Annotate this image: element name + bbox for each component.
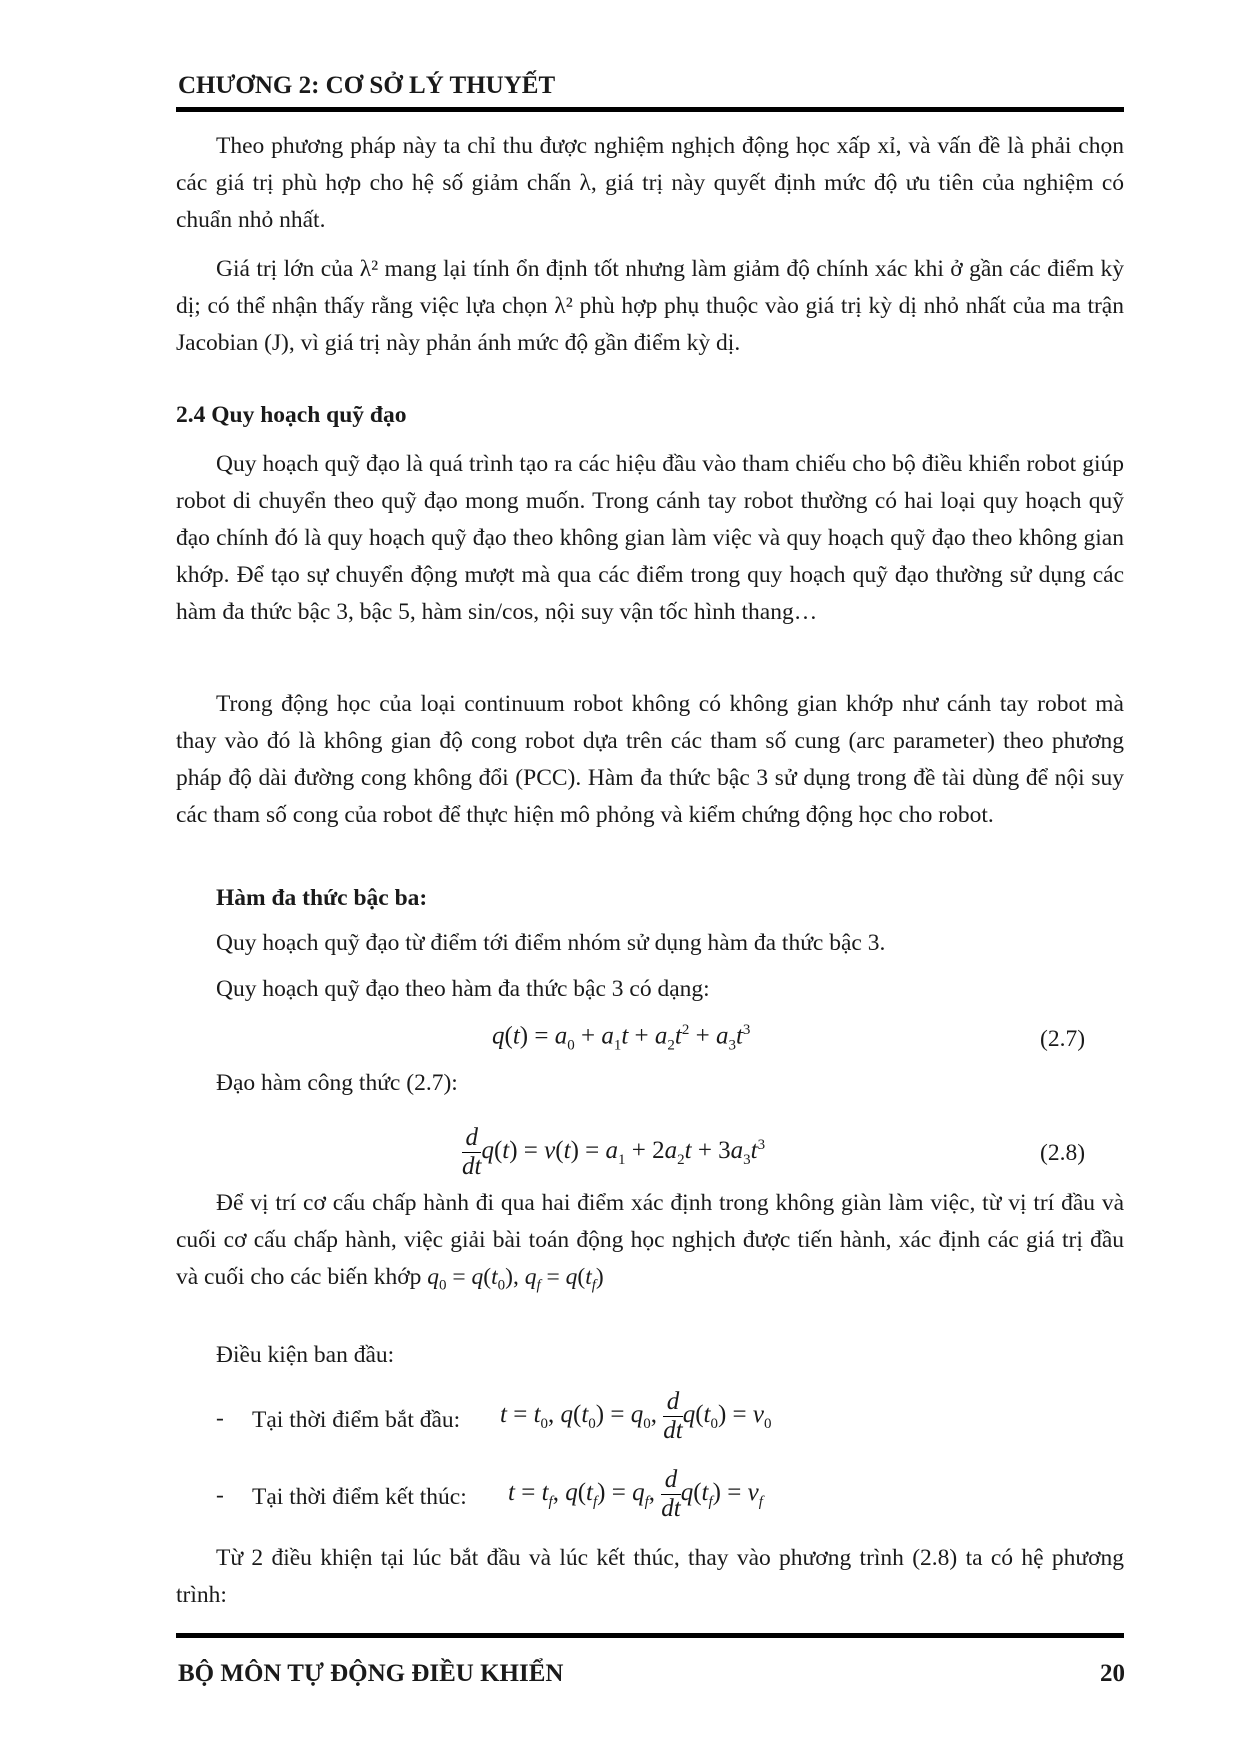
header-rule [176,107,1124,112]
text-line: Quy hoạch quỹ đạo từ điểm tới điểm nhóm sử dụng hàm đa thức bậc 3. [216,930,886,956]
fraction: $\frac{d}{dt}$ [663,1388,683,1444]
bullet-label: Tại thời điểm bắt đầu: [252,1407,461,1433]
paragraph-trajectory-text: Quy hoạch quỹ đạo là quá trình tạo ra các hiệu đầu vào tham chiếu cho bộ điều khiển robot giúp robot di chuyển theo quỹ đạo mong muốn. Trong cánh tay robot thường có hai loại quy hoạch quỹ đạo chính đó là quy hoạch quỹ đạo theo không gian làm việc và quy hoạch quỹ đạo theo không gian khớp. Để tạo sự chuyển động mượt mà qua các điểm trong quy hoạch quỹ đạo thường sử dụng các hàm đa thức bậc 3, bậc 5, hàm sin/cos, nội suy vận tốc hình thang… [176,451,1124,625]
bullet-dash: - [216,1405,224,1431]
text-line: Đạo hàm công thức (2.7): [216,1070,458,1096]
paragraph-conditions: Để vị trí cơ cấu chấp hành đi qua hai điểm xác định trong không giàn làm việc, từ vị trí đầu và cuối cơ cấu chấp hành, việc giải bài toán động học nghịch được tiến hành, xác định các giá trị đầu và cuối cho các biến khớp $q_0 = q(t_0)$, $q_f = q(t_f)$ [176,1190,1124,1294]
paragraph-system [176,1540,1124,1614]
page-footer: BỘ MÔN TỰ ĐỘNG ĐIỀU KHIỂN [178,1660,564,1687]
paragraph-lambda-text: Giá trị lớn của λ² mang lại tính ổn định tốt nhưng làm giảm độ chính xác khi ở gần các điểm kỳ dị; có thể nhận thấy rằng việc lựa chọn λ² phù hợp phụ thuộc vào giá trị kỳ dị nhỏ nhất của ma trận Jacobian (J), vì giá trị này phản ánh mức độ gần điểm kỳ dị. [176,256,1124,356]
text-line: Điều kiện ban đầu: [216,1342,395,1368]
page-number: 20 [1100,1660,1125,1687]
equation-end-condition: $t = t_f$, $q(t_f) = q_f$, $\frac{d}{dt}$ $q(t_f) = v_f$ [508,1466,763,1522]
inline-math: q [427,1264,439,1290]
footer-rule [176,1633,1124,1638]
paragraph-system-text: Từ 2 điều khiện tại lúc bắt đầu và lúc kết thúc, thay vào phương trình (2.8) ta có hệ phương trình: [176,1545,1124,1608]
equation-2-8: $\frac{d}{dt}$ $q(t) = v(t) = a_1 + 2a_2t + 3a_3t^3$ [462,1124,766,1180]
paragraph-trajectory [176,446,1124,631]
paragraph-lambda [176,251,1124,362]
paragraph-continuum [176,686,1124,834]
paragraph-conditions-text: Để vị trí cơ cấu chấp hành đi qua hai điểm xác định trong không giàn làm việc, từ vị trí đầu và cuối cơ cấu chấp hành, việc giải bài toán động học nghịch được tiến hành, xác định các giá trị đầu và cuối cho các biến khớp [176,1190,1124,1290]
equation-number: (2.7) [1040,1026,1086,1052]
equation-2-7: $q(t) = a_0 + a_1t + a_2t^2 + a_3t^3$ [492,1022,751,1054]
bullet-label: Tại thời điểm kết thúc: [252,1484,467,1510]
paragraph-continuum-text: Trong động học của loại continuum robot không có không gian khớp như cánh tay robot mà thay vào đó là không gian độ cong robot dựa trên các tham số cung (arc parameter) theo phương pháp độ dài đường cong không đổi (PCC). Hàm đa thức bậc 3 sử dụng trong đề tài dùng để nội suy các tham số cong của robot để thực hiện mô phỏng và kiểm chứng động học cho robot. [176,691,1124,828]
subsection-heading: Hàm đa thức bậc ba: [216,885,428,911]
fraction: $\frac{d}{dt}$ [462,1124,482,1180]
equation-number: (2.8) [1040,1140,1086,1166]
text-line: Quy hoạch quỹ đạo theo hàm đa thức bậc 3 có dạng: [216,976,710,1002]
equation-start-condition: $t = t_0$, $q(t_0) = q_0$, $\frac{d}{dt}$ $q(t_0) = v_0$ [500,1388,772,1444]
section-heading: 2.4 Quy hoạch quỹ đạo [176,402,407,428]
paragraph-damping-text: Theo phương pháp này ta chỉ thu được nghiệm nghịch động học xấp xỉ, và vấn đề là phải chọn các giá trị phù hợp cho hệ số giảm chấn λ, giá trị này quyết định mức độ ưu tiên của nghiệm có chuẩn nhỏ nhất. [176,133,1124,233]
paragraph-damping [176,128,1124,239]
fraction: $\frac{d}{dt}$ [661,1466,681,1522]
page-header: CHƯƠNG 2: CƠ SỞ LÝ THUYẾT [178,72,556,99]
bullet-dash: - [216,1482,224,1508]
